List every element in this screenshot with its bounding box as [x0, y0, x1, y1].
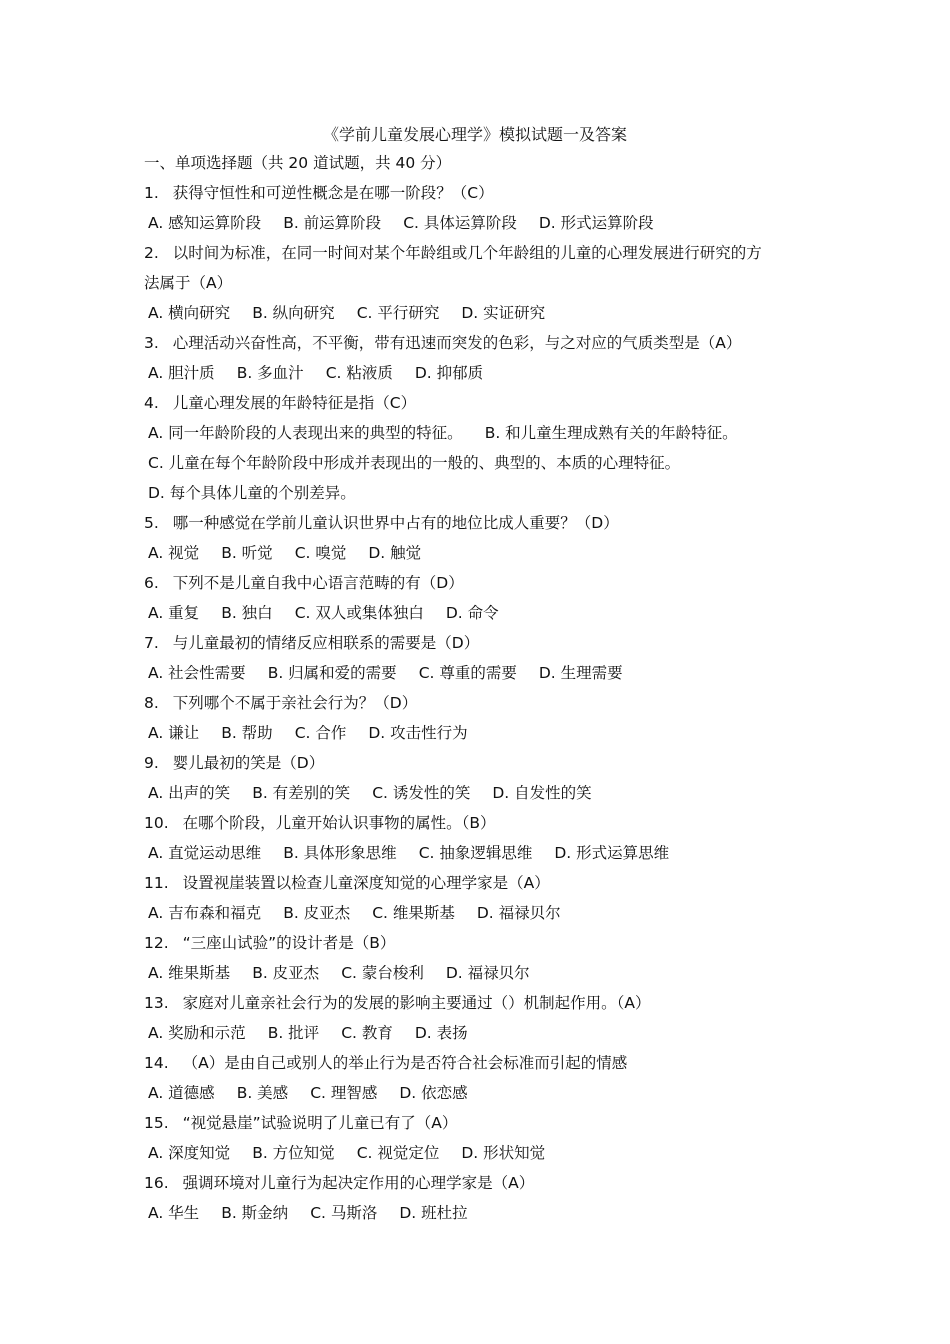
options-row	[144, 718, 824, 748]
options-row	[144, 898, 824, 928]
question-number: 14.	[144, 1054, 169, 1072]
question-text: 儿童心理发展的年龄特征是指（C）	[172, 394, 417, 412]
option: C. 诱发性的笑	[372, 784, 471, 802]
question-text: （A）是由自己或别人的举止行为是否符合社会标准而引起的情感	[182, 1054, 628, 1072]
question-number: 16.	[144, 1174, 169, 1192]
option: C. 具体运算阶段	[403, 214, 517, 232]
question-number: 8.	[144, 694, 159, 712]
option: A. 深度知觉	[148, 1144, 231, 1162]
question-5	[144, 508, 824, 538]
option: C. 嗅觉	[294, 544, 347, 562]
option: D. 自发性的笑	[492, 784, 592, 802]
question-number: 2.	[144, 244, 159, 262]
question-9	[144, 748, 824, 778]
question-number: 11.	[144, 874, 169, 892]
option: D. 攻击性行为	[368, 724, 468, 742]
document-content	[144, 148, 824, 1228]
option: A. 感知运算阶段	[148, 214, 262, 232]
question-text: 下列不是儿童自我中心语言范畴的有（D）	[172, 574, 464, 592]
question-number: 4.	[144, 394, 159, 412]
question-12	[144, 928, 824, 958]
options-row	[144, 418, 824, 448]
option: C. 理智感	[310, 1084, 378, 1102]
document-title: 《学前儿童发展心理学》模拟试题一及答案	[322, 125, 627, 144]
question-text: 家庭对儿童亲社会行为的发展的影响主要通过（）机制起作用。（A）	[182, 994, 651, 1012]
question-number: 3.	[144, 334, 159, 352]
option: B. 纵向研究	[252, 304, 335, 322]
option: A. 重复	[148, 604, 200, 622]
option: D. 命令	[445, 604, 499, 622]
options-row	[144, 598, 824, 628]
question-text: 心理活动兴奋性高，不平衡，带有迅速而突发的色彩，与之对应的气质类型是（A）	[172, 334, 742, 352]
question-number: 1.	[144, 184, 159, 202]
option: C. 儿童在每个年龄阶段中形成并表现出的一般的、典型的、本质的心理特征。	[148, 454, 681, 472]
option: D. 形式运算思维	[554, 844, 670, 862]
option: C. 视觉定位	[356, 1144, 440, 1162]
option: C. 粘液质	[325, 364, 393, 382]
options-row	[144, 208, 824, 238]
question-number: 7.	[144, 634, 159, 652]
question-number: 10.	[144, 814, 169, 832]
question-text: 下列哪个不属于亲社会行为？（D）	[172, 694, 418, 712]
option: A. 直觉运动思维	[148, 844, 262, 862]
option: D. 班杜拉	[399, 1204, 468, 1222]
question-13	[144, 988, 824, 1018]
option: A. 视觉	[148, 544, 200, 562]
option: A. 谦让	[148, 724, 200, 742]
option: A. 同一年龄阶段的人表现出来的典型的特征。	[148, 424, 463, 442]
options-row	[144, 478, 824, 508]
option: C. 平行研究	[356, 304, 440, 322]
question-number: 9.	[144, 754, 159, 772]
option: B. 斯金纳	[221, 1204, 289, 1222]
question-number: 6.	[144, 574, 159, 592]
option: B. 方位知觉	[252, 1144, 335, 1162]
option: C. 合作	[294, 724, 347, 742]
question-text: 婴儿最初的笑是（D）	[172, 754, 325, 772]
options-row	[144, 1078, 824, 1108]
options-row	[144, 778, 824, 808]
option: A. 吉布森和福克	[148, 904, 262, 922]
question-number: 13.	[144, 994, 169, 1012]
question-number: 15.	[144, 1114, 169, 1132]
option: D. 生理需要	[538, 664, 623, 682]
option: B. 皮亚杰	[252, 964, 320, 982]
option: B. 具体形象思维	[283, 844, 397, 862]
option: C. 维果斯基	[372, 904, 455, 922]
option: B. 前运算阶段	[283, 214, 382, 232]
option: D. 表扬	[414, 1024, 468, 1042]
option: C. 抽象逻辑思维	[418, 844, 533, 862]
options-row	[144, 1198, 824, 1228]
option: B. 多血汁	[236, 364, 304, 382]
question-text: “三座山试验”的设计者是（B）	[182, 934, 396, 952]
option: C. 马斯洛	[310, 1204, 378, 1222]
option: B. 帮助	[221, 724, 273, 742]
question-6	[144, 568, 824, 598]
options-row	[144, 1018, 824, 1048]
question-14	[144, 1048, 824, 1078]
option: B. 皮亚杰	[283, 904, 351, 922]
option: C. 尊重的需要	[418, 664, 517, 682]
option: D. 实证研究	[461, 304, 546, 322]
question-11	[144, 868, 824, 898]
options-row	[144, 838, 824, 868]
question-10	[144, 808, 824, 838]
option: B. 和儿童生理成熟有关的年龄特征。	[484, 424, 738, 442]
option: B. 独白	[221, 604, 273, 622]
option: D. 形式运算阶段	[538, 214, 654, 232]
question-text: 在哪个阶段，儿童开始认识事物的属性。（B）	[182, 814, 496, 832]
options-row	[144, 538, 824, 568]
options-row	[144, 448, 824, 478]
question-text-continued: 法属于（A）	[144, 274, 233, 292]
question-4	[144, 388, 824, 418]
option: A. 道德感	[148, 1084, 215, 1102]
question-number: 5.	[144, 514, 159, 532]
section-heading: 一、单项选择题（共 20 道试题，共 40 分）	[144, 154, 452, 172]
options-row	[144, 358, 824, 388]
option: C. 双人或集体独白	[294, 604, 424, 622]
question-text: 获得守恒性和可逆性概念是在哪一阶段？（C）	[172, 184, 494, 202]
options-row	[144, 298, 824, 328]
question-number: 12.	[144, 934, 169, 952]
option: D. 抑郁质	[414, 364, 484, 382]
option: B. 有差别的笑	[252, 784, 351, 802]
question-15	[144, 1108, 824, 1138]
question-text: 与儿童最初的情绪反应相联系的需要是（D）	[172, 634, 480, 652]
question-text: 哪一种感觉在学前儿童认识世界中占有的地位比成人重要？（D）	[172, 514, 619, 532]
option: D. 形状知觉	[461, 1144, 546, 1162]
option: A. 横向研究	[148, 304, 231, 322]
question-7	[144, 628, 824, 658]
question-16	[144, 1168, 824, 1198]
option: D. 依恋感	[399, 1084, 468, 1102]
option: A. 胆汁质	[148, 364, 215, 382]
option: A. 出声的笑	[148, 784, 231, 802]
option: A. 维果斯基	[148, 964, 231, 982]
option: D. 福禄贝尔	[476, 904, 561, 922]
option: D. 每个具体儿童的个别差异。	[148, 484, 356, 502]
option: B. 听觉	[221, 544, 273, 562]
options-row	[144, 958, 824, 988]
option: D. 触觉	[368, 544, 422, 562]
options-row	[144, 658, 824, 688]
question-text: “视觉悬崖”试验说明了儿童已有了（A）	[182, 1114, 458, 1132]
option: C. 蒙台梭利	[341, 964, 424, 982]
question-2	[144, 238, 824, 268]
options-row	[144, 1138, 824, 1168]
option: D. 福禄贝尔	[445, 964, 530, 982]
option: B. 归属和爱的需要	[267, 664, 397, 682]
option: B. 美感	[236, 1084, 289, 1102]
option: A. 社会性需要	[148, 664, 246, 682]
option: A. 华生	[148, 1204, 200, 1222]
question-text: 以时间为标准，在同一时间对某个年龄组或几个年龄组的儿童的心理发展进行研究的方	[172, 244, 762, 262]
option: C. 教育	[341, 1024, 393, 1042]
question-text: 强调环境对儿童行为起决定作用的心理学家是（A）	[182, 1174, 535, 1192]
question-8	[144, 688, 824, 718]
option: A. 奖励和示范	[148, 1024, 246, 1042]
question-text: 设置视崖装置以检查儿童深度知觉的心理学家是（A）	[182, 874, 550, 892]
question-3	[144, 328, 824, 358]
option: B. 批评	[267, 1024, 320, 1042]
question-1	[144, 178, 824, 208]
